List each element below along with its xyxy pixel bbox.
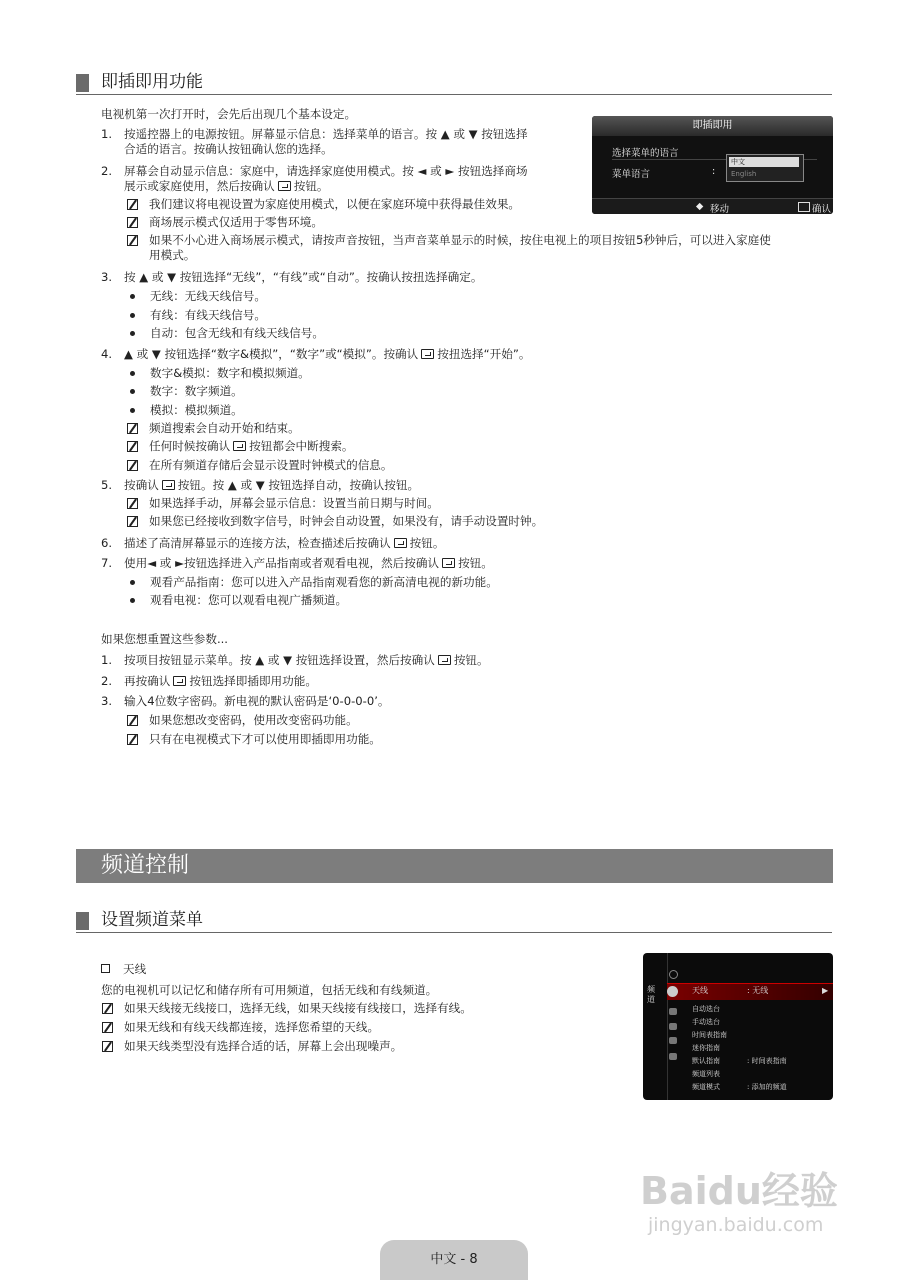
- language-dropdown: [726, 154, 804, 182]
- note-icon: [127, 734, 138, 745]
- step-number: 4.: [101, 347, 113, 361]
- tv-row-label: 选择菜单的语言: [612, 148, 679, 159]
- side-label: 频道: [647, 985, 655, 1004]
- side-divider: [667, 953, 668, 1100]
- note-icon: [127, 199, 138, 210]
- enter-label: 确认: [812, 204, 832, 214]
- note-text: 我们建议将电视设置为家庭使用模式，以便在家庭环境中获得最佳效果。: [149, 197, 521, 211]
- note-text: 如果无线和有线天线都连接，选择您希望的天线。: [124, 1020, 380, 1034]
- watermark-url: jingyan.baidu.com: [648, 1214, 824, 1236]
- note-text: 频道搜索会自动开始和结束。: [149, 421, 300, 435]
- antenna-label: 天线: [692, 986, 708, 995]
- section-header-plug-and-play: [76, 72, 832, 95]
- watermark-logo: Baidu经验: [640, 1169, 838, 1213]
- step1-line2: 合适的语言。按确认按钮确认您的选择。: [124, 142, 333, 156]
- step1-line1: 按遥控器上的电源按钮。屏幕显示信息：选择菜单的语言。按 ▲ 或 ▼ 按钮选择: [124, 127, 528, 141]
- checkbox-square-icon: [101, 964, 110, 973]
- bullet-text: 有线：有线天线信号。: [150, 308, 266, 322]
- reset1-text: 按项目按钮显示菜单。按 ▲ 或 ▼ 按钮选择设置，然后按确认 按钮。: [124, 653, 489, 667]
- step7-text: 使用◄ 或 ►按钮选择进入产品指南或者观看电视，然后按确认 按钮。: [124, 556, 493, 570]
- step6-text: 描述了高清屏幕显示的连接方法，检查描述后按确认 按钮。: [124, 536, 445, 550]
- section-header-channel-menu: [76, 910, 832, 933]
- section-title: 即插即用功能: [101, 72, 203, 92]
- enter-icon: [162, 480, 175, 490]
- tv-menu-title: 即插即用: [592, 116, 833, 136]
- note-icon: [127, 217, 138, 228]
- menu-item: 时间表指南: [692, 1031, 727, 1039]
- reset-intro: 如果您想重置这些参数...: [101, 632, 228, 646]
- step-number: 1.: [101, 653, 113, 667]
- bullet: [130, 331, 135, 336]
- updown-icon: ◆: [696, 201, 704, 212]
- item-title: 天线: [123, 962, 147, 976]
- intro-text: 电视机第一次打开时，会先后出现几个基本设定。: [101, 107, 357, 121]
- note-text: 在所有频道存储后会显示设置时钟模式的信息。: [149, 458, 393, 472]
- input-icon: [669, 1053, 677, 1060]
- enter-icon: [173, 676, 186, 686]
- menu-item-value: : 添加的频道: [747, 1083, 787, 1091]
- enter-icon: [442, 558, 455, 568]
- bullet: [130, 389, 135, 394]
- enter-icon: [278, 181, 291, 191]
- step-number: 5.: [101, 478, 113, 492]
- enter-icon: [421, 349, 434, 359]
- enter-icon: [394, 538, 407, 548]
- picture-icon: [669, 1008, 677, 1015]
- note-icon: [127, 441, 138, 452]
- step5-text: 按确认 按钮。按 ▲ 或 ▼ 按钮选择自动，按确认按钮。: [124, 478, 420, 492]
- bullet: [130, 294, 135, 299]
- step-number: 3.: [101, 270, 113, 284]
- bullet: [130, 580, 135, 585]
- note-icon: [127, 235, 138, 246]
- note-icon: [127, 715, 138, 726]
- note-icon: [127, 423, 138, 434]
- page-footer: [380, 1240, 528, 1280]
- bullet-text: 自动：包含无线和有线天线信号。: [150, 326, 324, 340]
- tv-row-label: 菜单语言: [612, 169, 651, 180]
- antenna-icon: [667, 986, 678, 997]
- circle-icon: [669, 970, 678, 979]
- note-text: 如果天线类型没有选择合适的话，屏幕上会出现噪声。: [124, 1039, 403, 1053]
- tv-colon: :: [712, 166, 716, 177]
- step2-line2: 展示或家庭使用，然后按确认 按钮。: [124, 179, 329, 193]
- item-desc: 您的电视机可以记忆和储存所有可用频道，包括无线和有线频道。: [101, 983, 438, 997]
- tv-screen-channel-menu: [643, 953, 833, 1100]
- bullet-text: 无线：无线天线信号。: [150, 289, 266, 303]
- arrow-right-icon: ▶: [822, 986, 829, 995]
- note-icon: [102, 1022, 113, 1033]
- bullet: [130, 313, 135, 318]
- step-number: 2.: [101, 674, 113, 688]
- note-text: 只有在电视模式下才可以使用即插即用功能。: [149, 732, 381, 746]
- tv-footer: [592, 198, 833, 214]
- bullet-text: 数字：数字频道。: [150, 384, 243, 398]
- reset2-text: 再按确认 按钮选择即插即用功能。: [124, 674, 317, 688]
- note-icon: [102, 1041, 113, 1052]
- bullet-text: 模拟：模拟频道。: [150, 403, 243, 417]
- enter-icon: [233, 441, 246, 451]
- enter-icon: [438, 655, 451, 665]
- antenna-value: : 无线: [747, 986, 769, 995]
- bullet: [130, 598, 135, 603]
- note-icon: [127, 498, 138, 509]
- note-text: 如果不小心进入商场展示模式，请按声音按钮，当声音菜单显示的时候，按住电视上的项目按钮5秒钟后，可以进入家庭使: [149, 233, 771, 247]
- menu-item: 手动选台: [692, 1018, 720, 1026]
- move-label: 移动: [710, 204, 730, 214]
- reset3-text: 输入4位数字密码。新电视的默认密码是‘0-0-0-0’。: [124, 694, 390, 708]
- menu-item: 频道模式: [692, 1083, 720, 1091]
- bullet: [130, 371, 135, 376]
- note-text: 如果天线接无线接口，选择无线，如果天线接有线接口，选择有线。: [124, 1001, 472, 1015]
- step4-text: ▲ 或 ▼ 按钮选择“数字&模拟”，“数字”或“模拟”。按确认 按扭选择“开始”。: [124, 347, 531, 361]
- note-text: 任何时候按确认 按钮都会中断搜索。: [149, 439, 354, 453]
- bullet-text: 观看产品指南：您可以进入产品指南观看您的新高清电视的新功能。: [150, 575, 498, 589]
- page-number: 中文 - 8: [430, 1252, 478, 1267]
- menu-item: 迷你指南: [692, 1044, 720, 1052]
- menu-item: 频道列表: [692, 1070, 720, 1078]
- language-option-selected: 中文: [729, 157, 799, 167]
- note-icon: [127, 460, 138, 471]
- menu-item: 默认指南: [692, 1057, 720, 1065]
- sound-icon: [669, 1023, 677, 1030]
- menu-item: 自动选台: [692, 1005, 720, 1013]
- menu-item-value: : 时间表指南: [747, 1057, 787, 1065]
- bullet: [130, 408, 135, 413]
- note-text: 如果选择手动，屏幕会显示信息：设置当前日期与时间。: [149, 496, 439, 510]
- section-marker: [76, 912, 89, 930]
- step-number: 7.: [101, 556, 113, 570]
- step2-line1: 屏幕会自动显示信息：家庭中，请选择家庭使用模式。按 ◄ 或 ► 按钮选择商场: [124, 164, 528, 178]
- section-title: 设置频道菜单: [101, 910, 203, 930]
- step3-text: 按 ▲ 或 ▼ 按钮选择“无线”，“有线”或“自动”。按确认按扭选择确定。: [124, 270, 483, 284]
- note-text: 如果您已经接收到数字信号，时钟会自动设置，如果没有，请手动设置时钟。: [149, 514, 544, 528]
- step-number: 3.: [101, 694, 113, 708]
- tv-screen-plug-and-play: [592, 116, 833, 214]
- enter-icon: [798, 202, 810, 212]
- step-number: 6.: [101, 536, 113, 550]
- bullet-text: 观看电视：您可以观看电视广播频道。: [150, 593, 348, 607]
- note-text: 如果您想改变密码，使用改变密码功能。: [149, 713, 358, 727]
- section-marker: [76, 74, 89, 92]
- chapter-band: [76, 849, 833, 883]
- step-number: 1.: [101, 127, 113, 141]
- note-text: 用模式。: [149, 248, 196, 262]
- bullet-text: 数字&模拟：数字和模拟频道。: [150, 366, 310, 380]
- chapter-title: 频道控制: [101, 853, 190, 878]
- note-text: 商场展示模式仅适用于零售环境。: [149, 215, 323, 229]
- note-icon: [127, 516, 138, 527]
- step-number: 2.: [101, 164, 113, 178]
- setup-icon: [669, 1037, 677, 1044]
- note-icon: [102, 1003, 113, 1014]
- language-option: English: [731, 170, 757, 178]
